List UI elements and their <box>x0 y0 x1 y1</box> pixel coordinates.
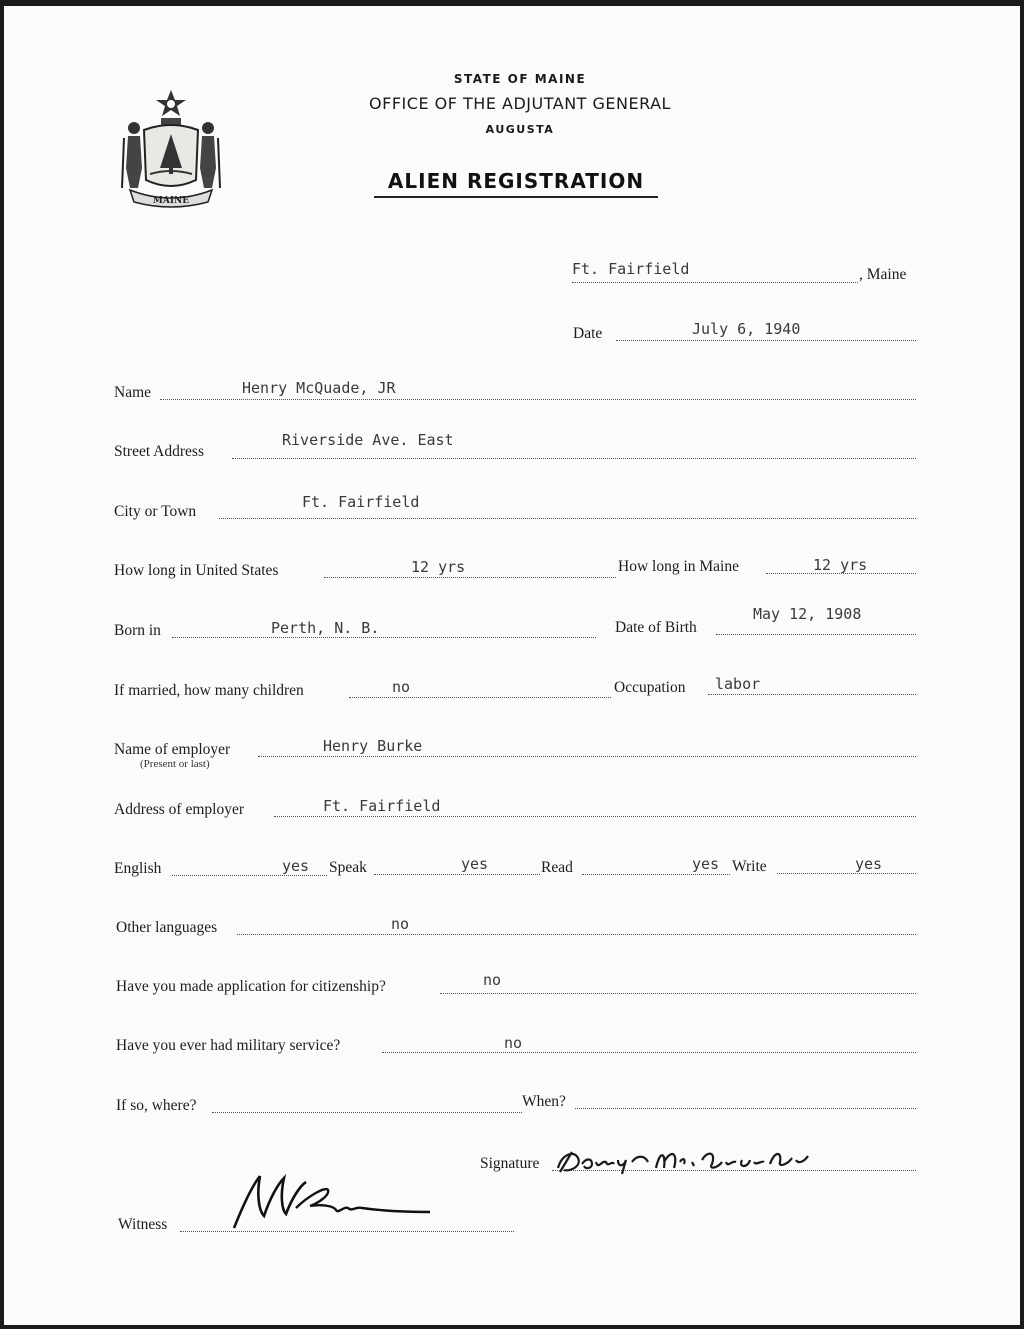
date-of-birth-line <box>716 634 916 635</box>
city-value: Ft. Fairfield <box>302 493 420 511</box>
city-line <box>219 518 916 519</box>
street-address-line <box>232 458 916 459</box>
read-line <box>582 874 730 875</box>
street-address-value: Riverside Ave. East <box>282 431 454 449</box>
write-label: Write <box>732 858 767 875</box>
signature-label: Signature <box>480 1155 540 1172</box>
where-label: If so, where? <box>116 1097 197 1114</box>
born-in-line <box>172 637 596 638</box>
date-of-birth-value: May 12, 1908 <box>753 605 862 623</box>
children-value: no <box>392 678 411 696</box>
date-label: Date <box>573 325 603 342</box>
how-long-maine-label: How long in Maine <box>618 558 739 575</box>
speak-value: yes <box>461 855 489 873</box>
citizenship-value: no <box>483 971 502 989</box>
name-label: Name <box>114 384 152 401</box>
english-value: yes <box>282 857 310 875</box>
employer-name-sublabel: (Present or last) <box>140 758 210 770</box>
name-line <box>160 399 916 400</box>
when-line <box>575 1108 916 1109</box>
other-languages-value: no <box>391 915 410 933</box>
when-label: When? <box>522 1093 566 1110</box>
employer-address-value: Ft. Fairfield <box>323 797 441 815</box>
employer-address-line <box>274 816 916 817</box>
date-of-birth-label: Date of Birth <box>615 619 697 636</box>
other-languages-label: Other languages <box>116 919 218 936</box>
date-line <box>616 340 916 341</box>
write-line <box>777 873 916 874</box>
occupation-value: labor <box>715 675 761 693</box>
name-value: Henry McQuade, JR <box>242 379 396 397</box>
header-state: STATE OF MAINE <box>453 72 587 86</box>
place-suffix: , Maine <box>859 266 907 283</box>
born-in-value: Perth, N. B. <box>271 619 380 637</box>
employer-name-line <box>258 756 916 757</box>
employer-address-label: Address of employer <box>114 801 244 818</box>
place-value: Ft. Fairfield <box>572 260 690 278</box>
speak-line <box>374 874 540 875</box>
english-label: English <box>114 860 162 877</box>
write-value: yes <box>855 855 883 873</box>
how-long-us-value: 12 yrs <box>411 558 466 576</box>
applicant-signature <box>552 1140 822 1180</box>
witness-signature <box>226 1168 436 1230</box>
read-value: yes <box>692 855 720 873</box>
occupation-label: Occupation <box>614 679 686 696</box>
citizenship-line <box>440 993 916 994</box>
witness-label: Witness <box>118 1216 168 1233</box>
city-label: City or Town <box>114 503 197 520</box>
children-line <box>349 697 611 698</box>
form-page <box>4 6 1020 1325</box>
speak-label: Speak <box>329 859 367 876</box>
where-line <box>212 1112 522 1113</box>
how-long-maine-value: 12 yrs <box>813 556 868 574</box>
street-address-label: Street Address <box>114 443 204 460</box>
employer-name-label: Name of employer <box>114 741 231 758</box>
title-underline <box>374 196 658 198</box>
form-title: ALIEN REGISTRATION <box>387 169 645 193</box>
military-line <box>382 1052 916 1053</box>
svg-text:MAINE: MAINE <box>152 196 190 206</box>
how-long-us-line <box>324 577 616 578</box>
occupation-line <box>708 694 916 695</box>
place-line <box>572 282 858 283</box>
other-languages-line <box>237 934 916 935</box>
date-value: July 6, 1940 <box>692 320 801 338</box>
maine-seal-icon <box>116 88 226 210</box>
english-line <box>172 875 327 876</box>
witness-line <box>180 1231 514 1232</box>
military-value: no <box>504 1034 523 1052</box>
employer-name-value: Henry Burke <box>323 737 423 755</box>
born-in-label: Born in <box>114 622 161 639</box>
header-city: AUGUSTA <box>485 123 555 136</box>
read-label: Read <box>541 859 573 876</box>
header-office: OFFICE OF THE ADJUTANT GENERAL <box>369 94 671 113</box>
military-label: Have you ever had military service? <box>116 1037 341 1054</box>
citizenship-label: Have you made application for citizenship? <box>116 978 386 995</box>
how-long-us-label: How long in United States <box>114 562 279 579</box>
children-label: If married, how many children <box>114 682 304 699</box>
